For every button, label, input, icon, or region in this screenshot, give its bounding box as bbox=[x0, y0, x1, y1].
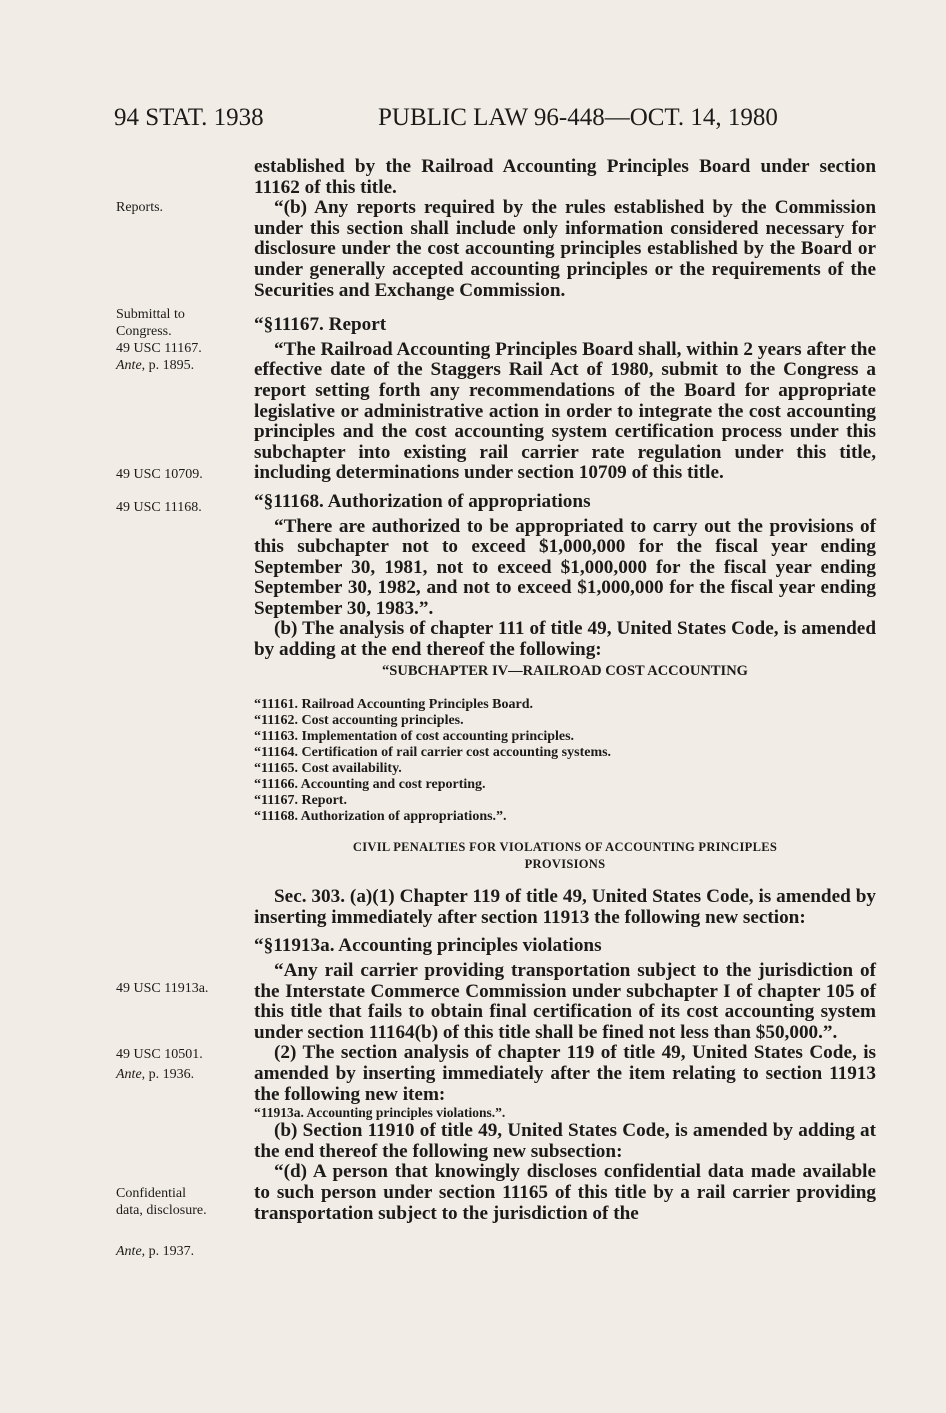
margin-note-usc-10709: 49 USC 10709. bbox=[116, 467, 203, 482]
civil-penalties-heading bbox=[254, 839, 876, 873]
margin-line: 49 USC 11167. bbox=[116, 341, 202, 356]
margin-ante: Ante bbox=[116, 1067, 142, 1082]
margin-note-usc-11168: 49 USC 11168. bbox=[116, 500, 202, 515]
paragraph: established by the Railroad Accounting Principles Board under section 11162 of this title. bbox=[254, 156, 876, 198]
margin-ante: Ante bbox=[116, 358, 142, 373]
heading-line: PROVISIONS bbox=[524, 857, 606, 872]
paragraph: (b) The analysis of chapter 111 of title 49, United States Code, is amended by adding at the end thereof the following: bbox=[254, 618, 876, 661]
margin-note-confidential bbox=[116, 1185, 207, 1219]
margin-line: Confidential bbox=[116, 1186, 186, 1201]
margin-page: , p. 1895. bbox=[141, 358, 195, 373]
paragraph: “(d) A person that knowingly discloses confidential data made available to such person under section 11165 of this title by a rail carrier providing transportation subject to the jurisdiction of the bbox=[254, 1161, 876, 1224]
toc-item: “11163. Implementation of cost accounting principles. bbox=[254, 729, 575, 745]
body-text bbox=[254, 157, 876, 1224]
margin-note-ante-1936 bbox=[116, 1066, 194, 1083]
margin-line: data, disclosure. bbox=[116, 1203, 207, 1218]
margin-page: , p. 1936. bbox=[141, 1067, 195, 1082]
margin-note-ante-1937 bbox=[116, 1243, 194, 1260]
public-law-title: PUBLIC LAW 96-448—OCT. 14, 1980 bbox=[378, 104, 778, 131]
section-heading-11167: “§11167. Report bbox=[254, 314, 387, 336]
paragraph: Sec. 303. (a)(1) Chapter 119 of title 49, United States Code, is amended by inserting immediately after section 11913 the following new section: bbox=[254, 886, 876, 928]
margin-page: , p. 1937. bbox=[141, 1244, 195, 1259]
margin-line: Submittal to bbox=[116, 307, 185, 322]
table-of-sections bbox=[254, 697, 876, 825]
paragraph: “(b) Any reports required by the rules established by the Commission under this section shall include only information considered necessary for disclosure under the cost accounting principles established by the Board or under generally accepted accounting principles or the requirements of the Securities and Exchange Commission. bbox=[254, 197, 876, 301]
toc-item: “11162. Cost accounting principles. bbox=[254, 713, 464, 729]
toc-item: “11165. Cost availability. bbox=[254, 761, 402, 777]
new-item-line: “11913a. Accounting principles violations.”. bbox=[254, 1105, 506, 1121]
paragraph: (b) Section 11910 of title 49, United States Code, is amended by adding at the end thereof the following new subsection: bbox=[254, 1120, 876, 1162]
margin-note-submittal bbox=[116, 306, 202, 374]
toc-item: “11161. Railroad Accounting Principles Board. bbox=[254, 697, 533, 713]
margin-line bbox=[116, 357, 202, 374]
paragraph: (2) The section analysis of chapter 119 of title 49, United States Code, is amended by inserting immediately after the item relating to section 11913 the following new item: bbox=[254, 1042, 876, 1105]
section-heading-11168: “§11168. Authorization of appropriations bbox=[254, 490, 591, 512]
section-heading-11913a: “§11913a. Accounting principles violations bbox=[254, 935, 602, 957]
heading-line: CIVIL PENALTIES FOR VIOLATIONS OF ACCOUNTING PRINCIPLES bbox=[352, 840, 778, 855]
paragraph: “The Railroad Accounting Principles Board shall, within 2 years after the effective date of the Staggers Rail Act of 1980, submit to the Congress a report setting forth any recommendations of the Board for appropriate legislative or administrative action in order to integrate the cost accounting principles and the cost accounting system certification process under this subchapter into existing rail carrier rate regulation under this title, including determinations under section 10709 of this title. bbox=[254, 338, 876, 484]
toc-item: “11166. Accounting and cost reporting. bbox=[254, 777, 486, 793]
margin-ante: Ante bbox=[116, 1244, 142, 1259]
statute-page-number: 94 STAT. 1938 bbox=[114, 104, 264, 131]
margin-line: Congress. bbox=[116, 324, 172, 339]
subchapter-heading: “SUBCHAPTER IV—RAILROAD COST ACCOUNTING bbox=[382, 662, 748, 679]
toc-item: “11168. Authorization of appropriations.”. bbox=[254, 809, 507, 825]
margin-note-reports: Reports. bbox=[116, 200, 164, 215]
toc-item: “11167. Report. bbox=[254, 793, 347, 809]
paragraph: “Any rail carrier providing transportation subject to the jurisdiction of the Interstate Commerce Commission under subchapter I of chapter 105 of this title that fails to obtain final certification of its cost accounting system under section 11164(b) of this title shall be fined not less than $50,000.”. bbox=[254, 960, 876, 1043]
margin-note-usc-10501: 49 USC 10501. bbox=[116, 1047, 203, 1062]
paragraph: “There are authorized to be appropriated to carry out the provisions of this subchapter not to exceed $1,000,000 for the fiscal year ending September 30, 1981, not to exceed $1,000,000 for the fiscal year ending September 30, 1982, and not to exceed $1,000,000 for the fiscal year ending September 30, 1983.”. bbox=[254, 515, 876, 619]
margin-note-usc-11913a: 49 USC 11913a. bbox=[116, 981, 209, 996]
toc-item: “11164. Certification of rail carrier cost accounting systems. bbox=[254, 745, 612, 761]
